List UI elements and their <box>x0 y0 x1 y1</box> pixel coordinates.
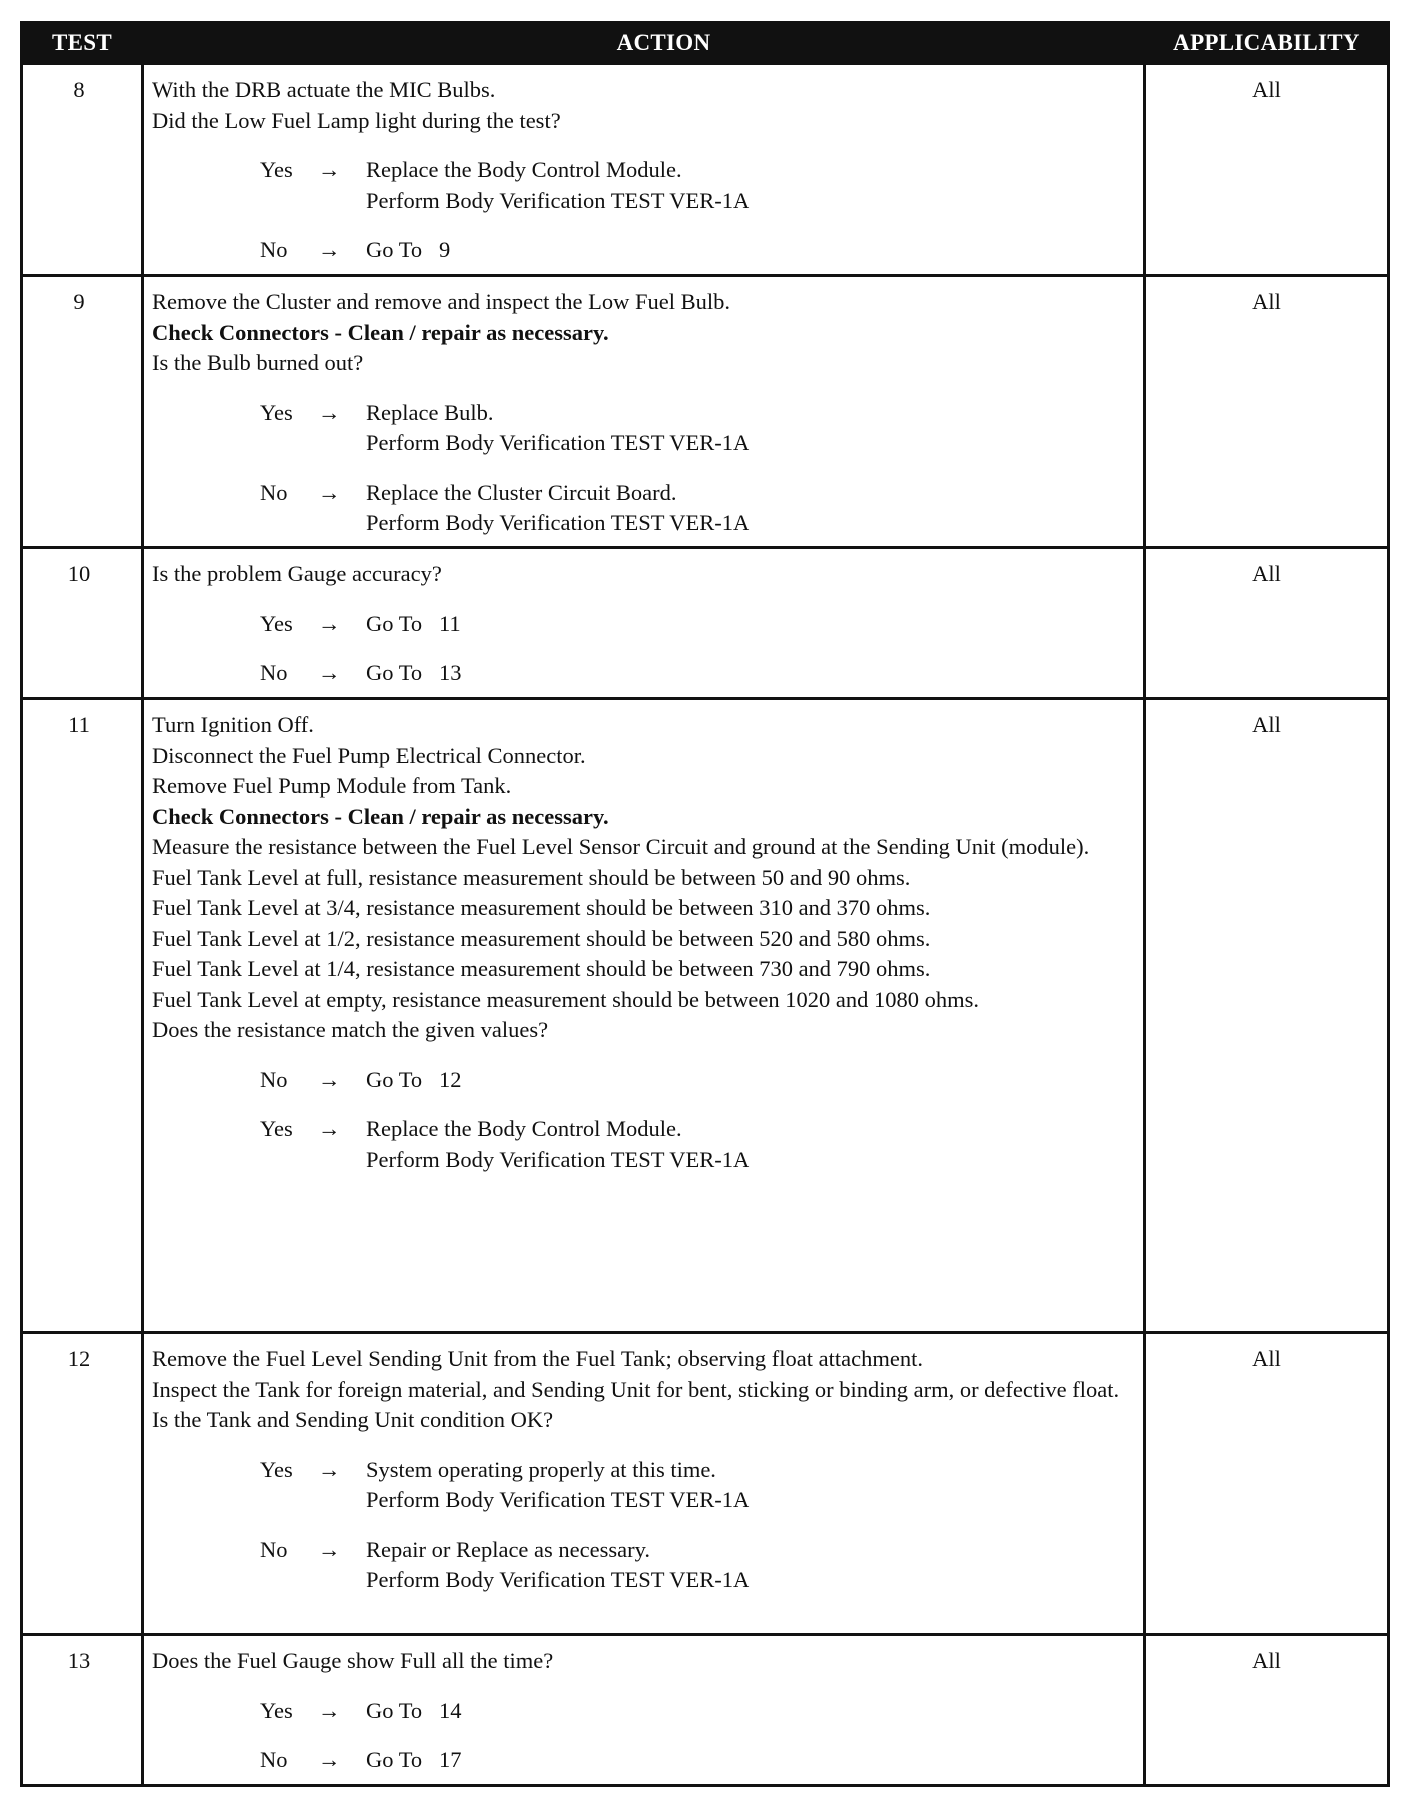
action-cell <box>143 1635 1145 1786</box>
action-cell <box>143 64 1145 276</box>
outcome-action <box>366 398 1135 459</box>
test-number: 12 <box>22 1333 143 1635</box>
outcome-action-line: Go To 9 <box>366 237 451 262</box>
test-number: 9 <box>22 276 143 548</box>
test-number: 11 <box>22 699 143 1333</box>
applicability-cell: All <box>1145 1333 1389 1635</box>
outcome-action-line: Go To 13 <box>366 660 462 685</box>
outcome-action-line: Perform Body Verification TEST VER-1A <box>366 430 750 455</box>
action-warning: Check Connectors - Clean / repair as necessary. <box>152 803 609 829</box>
outcome-label: No <box>260 237 288 262</box>
action-step: Fuel Tank Level at 3/4, resistance measurement should be between 310 and 370 ohms. <box>152 895 931 920</box>
action-step: Turn Ignition Off. <box>152 712 314 737</box>
outcome-action <box>366 478 1135 539</box>
arrow-right-icon: → <box>318 237 341 262</box>
action-step: Is the Tank and Sending Unit condition OK? <box>152 1407 554 1432</box>
action-step: Remove the Cluster and remove and inspect the Low Fuel Bulb. <box>152 289 731 314</box>
arrow-right-icon: → <box>318 660 341 685</box>
arrow-right-icon: → <box>318 1697 341 1723</box>
outcome-action-line: Perform Body Verification TEST VER-1A <box>366 187 750 213</box>
outcome-no <box>260 658 1135 689</box>
action-step: Disconnect the Fuel Pump Electrical Connector. <box>152 742 586 768</box>
outcome-action <box>366 1455 1135 1516</box>
action-cell <box>143 699 1145 1333</box>
action-step: Does the Fuel Gauge show Full all the time? <box>152 1648 554 1673</box>
test-row <box>22 1635 1389 1786</box>
outcome-yes <box>260 155 1135 216</box>
arrow-right-icon: → <box>318 1747 341 1772</box>
action-step: Does the resistance match the given values? <box>152 1017 549 1042</box>
applicability-cell: All <box>1145 64 1389 276</box>
outcome-action-line: Perform Body Verification TEST VER-1A <box>366 1567 750 1592</box>
test-row <box>22 64 1389 276</box>
outcome-action-line: Repair or Replace as necessary. <box>366 1536 651 1562</box>
outcome-yes <box>260 1455 1135 1516</box>
outcome-no <box>260 478 1135 539</box>
arrow-right-icon: → <box>318 1536 341 1562</box>
outcome-label: Yes <box>260 157 293 182</box>
header-applicability: APPLICABILITY <box>1145 23 1389 64</box>
outcome-action-line: System operating properly at this time. <box>366 1456 716 1482</box>
outcome-no <box>260 1745 1135 1776</box>
action-step: Fuel Tank Level at 1/4, resistance measurement should be between 730 and 790 ohms. <box>152 956 931 981</box>
outcome-action <box>366 1535 1135 1596</box>
outcome-action-line: Replace Bulb. <box>366 399 494 425</box>
action-step: Measure the resistance between the Fuel Level Sensor Circuit and ground at the Sending Unit (module). <box>152 834 1090 859</box>
outcome-action <box>366 1696 1135 1727</box>
outcome-action <box>366 1114 1135 1175</box>
outcome-label: Yes <box>260 1456 293 1482</box>
outcome-action <box>366 609 1135 640</box>
action-step: With the DRB actuate the MIC Bulbs. <box>152 77 496 102</box>
action-warning: Check Connectors - Clean / repair as necessary. <box>152 319 609 345</box>
action-step: Remove Fuel Pump Module from Tank. <box>152 773 512 798</box>
outcome-action-line: Replace the Cluster Circuit Board. <box>366 479 677 505</box>
outcome-no <box>260 235 1135 266</box>
action-cell <box>143 548 1145 699</box>
outcome-action-line: Go To 17 <box>366 1747 462 1772</box>
outcome-yes <box>260 609 1135 640</box>
applicability-cell: All <box>1145 699 1389 1333</box>
header-row <box>22 23 1389 64</box>
outcome-action-line: Replace the Body Control Module. <box>366 1116 682 1141</box>
action-cell <box>143 1333 1145 1635</box>
outcome-action <box>366 1745 1135 1776</box>
outcome-label: Yes <box>260 1116 293 1141</box>
action-step: Is the Bulb burned out? <box>152 350 364 375</box>
applicability-cell: All <box>1145 548 1389 699</box>
outcome-label: No <box>260 1066 288 1092</box>
action-step: Inspect the Tank for foreign material, and Sending Unit for bent, sticking or binding arm, or defective float. <box>152 1376 1120 1402</box>
applicability-cell: All <box>1145 276 1389 548</box>
outcome-label: No <box>260 660 288 685</box>
diagnostic-test-table <box>20 21 1390 1787</box>
outcome-label: No <box>260 479 288 505</box>
outcome-no <box>260 1535 1135 1596</box>
outcome-action-line: Perform Body Verification TEST VER-1A <box>366 510 750 535</box>
outcome-label: No <box>260 1536 288 1562</box>
header-test: TEST <box>22 23 143 64</box>
arrow-right-icon: → <box>318 1066 341 1092</box>
action-cell <box>143 276 1145 548</box>
outcome-label: Yes <box>260 399 293 425</box>
outcome-action <box>366 658 1135 689</box>
action-step: Remove the Fuel Level Sending Unit from the Fuel Tank; observing float attachment. <box>152 1346 923 1371</box>
arrow-right-icon: → <box>318 610 341 636</box>
action-step: Fuel Tank Level at empty, resistance measurement should be between 1020 and 1080 ohms. <box>152 986 979 1012</box>
action-step: Did the Low Fuel Lamp light during the test? <box>152 107 561 133</box>
outcome-no <box>260 1065 1135 1096</box>
outcome-action-line: Replace the Body Control Module. <box>366 157 682 182</box>
outcome-yes <box>260 398 1135 459</box>
arrow-right-icon: → <box>318 479 341 505</box>
arrow-right-icon: → <box>318 157 341 182</box>
outcome-action <box>366 1065 1135 1096</box>
test-number: 8 <box>22 64 143 276</box>
header-action: ACTION <box>143 23 1145 64</box>
outcome-action <box>366 235 1135 266</box>
test-row <box>22 1333 1389 1635</box>
outcome-label: Yes <box>260 1697 293 1723</box>
outcome-action-line: Go To 12 <box>366 1066 462 1092</box>
outcome-label: No <box>260 1747 288 1772</box>
outcome-label: Yes <box>260 610 293 636</box>
test-row <box>22 548 1389 699</box>
arrow-right-icon: → <box>318 1116 341 1141</box>
outcome-action-line: Perform Body Verification TEST VER-1A <box>366 1146 750 1172</box>
test-row <box>22 699 1389 1333</box>
outcome-action-line: Go To 11 <box>366 610 461 636</box>
action-step: Fuel Tank Level at full, resistance measurement should be between 50 and 90 ohms. <box>152 864 911 890</box>
applicability-cell: All <box>1145 1635 1389 1786</box>
outcome-action <box>366 155 1135 216</box>
test-row <box>22 276 1389 548</box>
action-step: Fuel Tank Level at 1/2, resistance measurement should be between 520 and 580 ohms. <box>152 925 931 951</box>
outcome-action-line: Perform Body Verification TEST VER-1A <box>366 1487 750 1512</box>
outcome-yes <box>260 1114 1135 1175</box>
test-number: 13 <box>22 1635 143 1786</box>
outcome-yes <box>260 1696 1135 1727</box>
outcome-action-line: Go To 14 <box>366 1697 462 1723</box>
arrow-right-icon: → <box>318 1456 341 1482</box>
test-number: 10 <box>22 548 143 699</box>
action-step: Is the problem Gauge accuracy? <box>152 561 442 586</box>
arrow-right-icon: → <box>318 399 341 425</box>
